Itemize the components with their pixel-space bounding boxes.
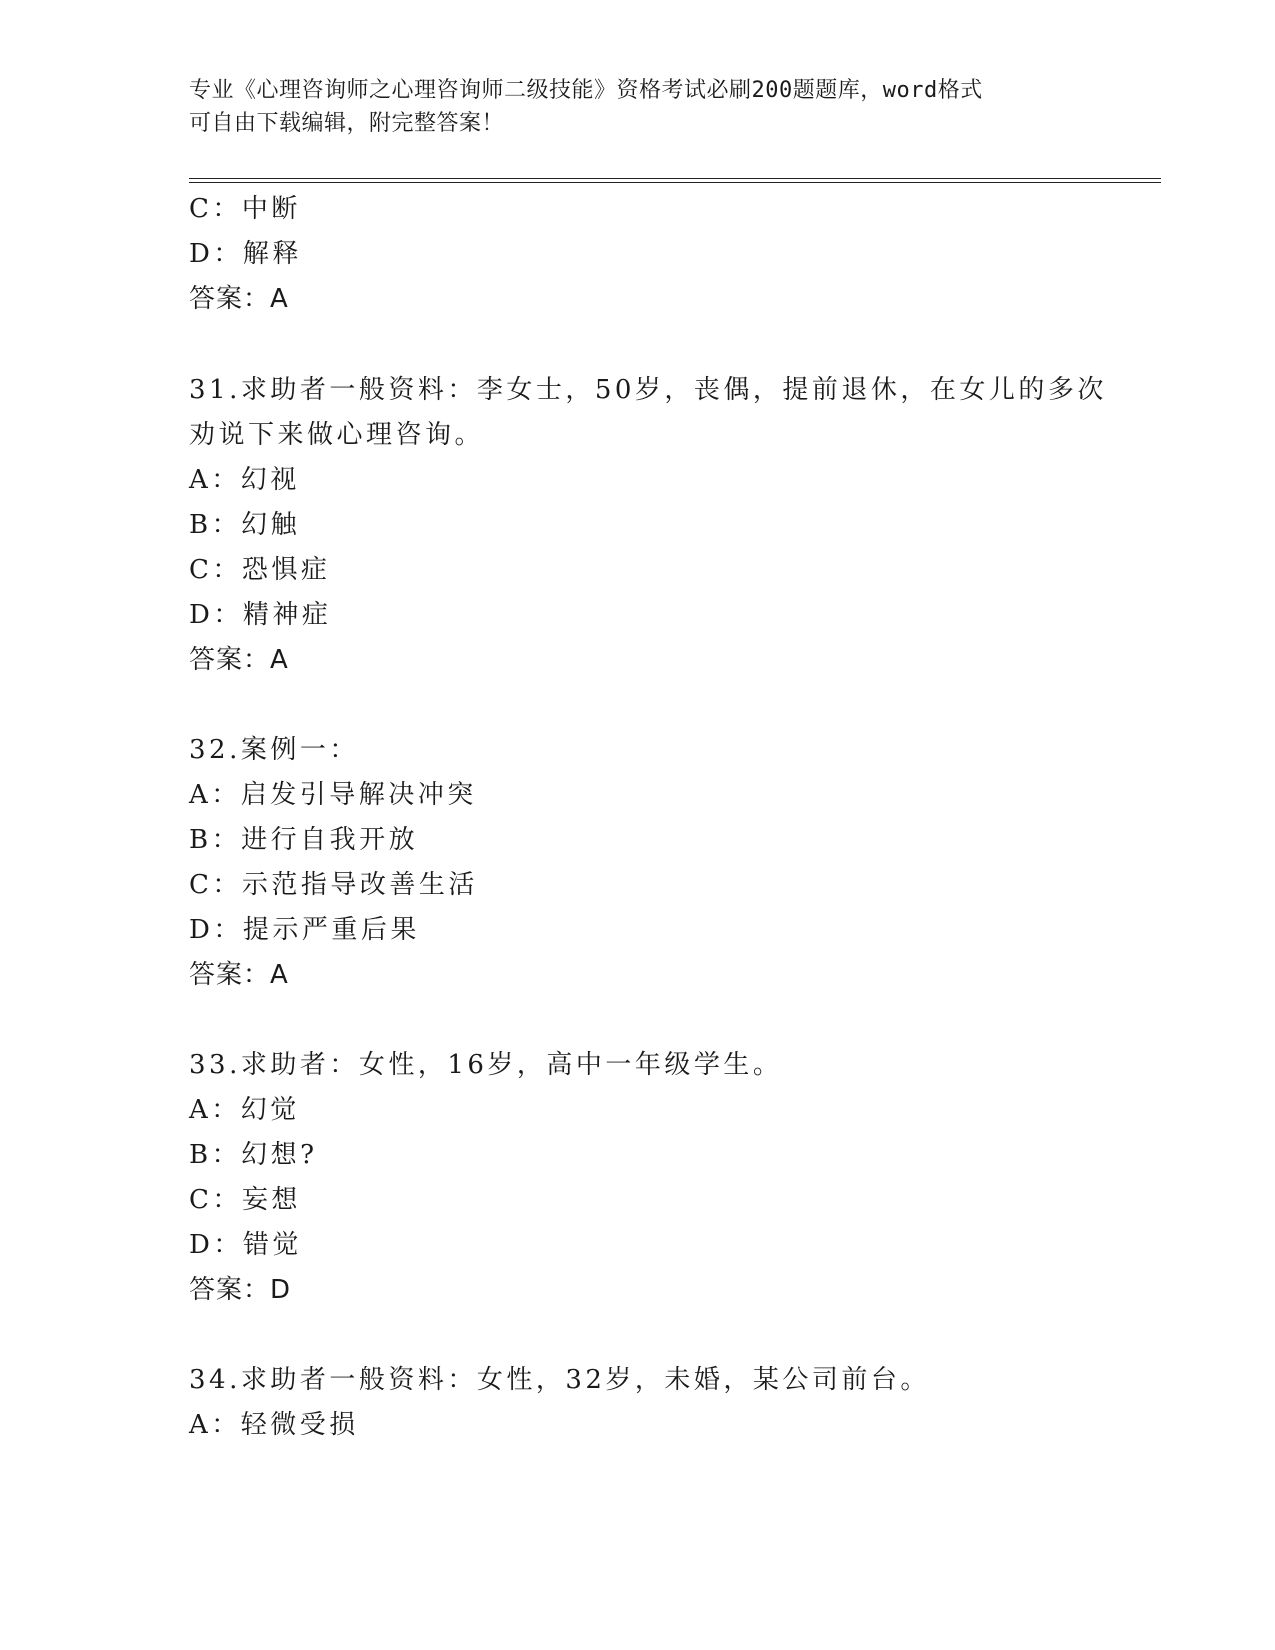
option-line: C：中断 bbox=[189, 194, 301, 224]
option-line: B：幻想? bbox=[189, 1140, 318, 1170]
option-line: D：错觉 bbox=[189, 1230, 302, 1260]
answer-line: 答案：A bbox=[189, 645, 289, 675]
option-line: A：幻觉 bbox=[189, 1095, 300, 1125]
header-line-1: 专业《心理咨询师之心理咨询师二级技能》资格考试必刷200题题库，word格式 bbox=[189, 78, 983, 103]
question-stem: 劝说下来做心理咨询。 bbox=[189, 420, 485, 450]
header-line-2: 可自由下载编辑，附完整答案！ bbox=[189, 111, 505, 136]
answer-line: 答案：A bbox=[189, 284, 289, 314]
question-stem: 31.求助者一般资料：李女士，50岁，丧偶，提前退休，在女儿的多次 bbox=[189, 375, 1107, 405]
option-line: A：轻微受损 bbox=[189, 1410, 359, 1440]
answer-line: 答案：A bbox=[189, 960, 289, 990]
option-line: C：恐惧症 bbox=[189, 555, 331, 585]
question-stem: 34.求助者一般资料：女性，32岁，未婚，某公司前台。 bbox=[189, 1365, 930, 1395]
option-line: B：幻触 bbox=[189, 510, 301, 540]
answer-line: 答案：D bbox=[189, 1275, 292, 1305]
header-divider bbox=[189, 178, 1161, 183]
option-line: A：启发引导解决冲突 bbox=[189, 780, 477, 810]
page-header bbox=[189, 74, 1089, 140]
question-stem: 33.求助者：女性，16岁，高中一年级学生。 bbox=[189, 1050, 783, 1080]
option-line: C：妄想 bbox=[189, 1185, 301, 1215]
option-line: D：解释 bbox=[189, 239, 302, 269]
option-line: D：精神症 bbox=[189, 600, 332, 630]
option-line: B：进行自我开放 bbox=[189, 825, 419, 855]
option-line: A：幻视 bbox=[189, 465, 300, 495]
question-stem: 32.案例一： bbox=[189, 735, 359, 765]
option-line: C：示范指导改善生活 bbox=[189, 870, 478, 900]
option-line: D：提示严重后果 bbox=[189, 915, 420, 945]
